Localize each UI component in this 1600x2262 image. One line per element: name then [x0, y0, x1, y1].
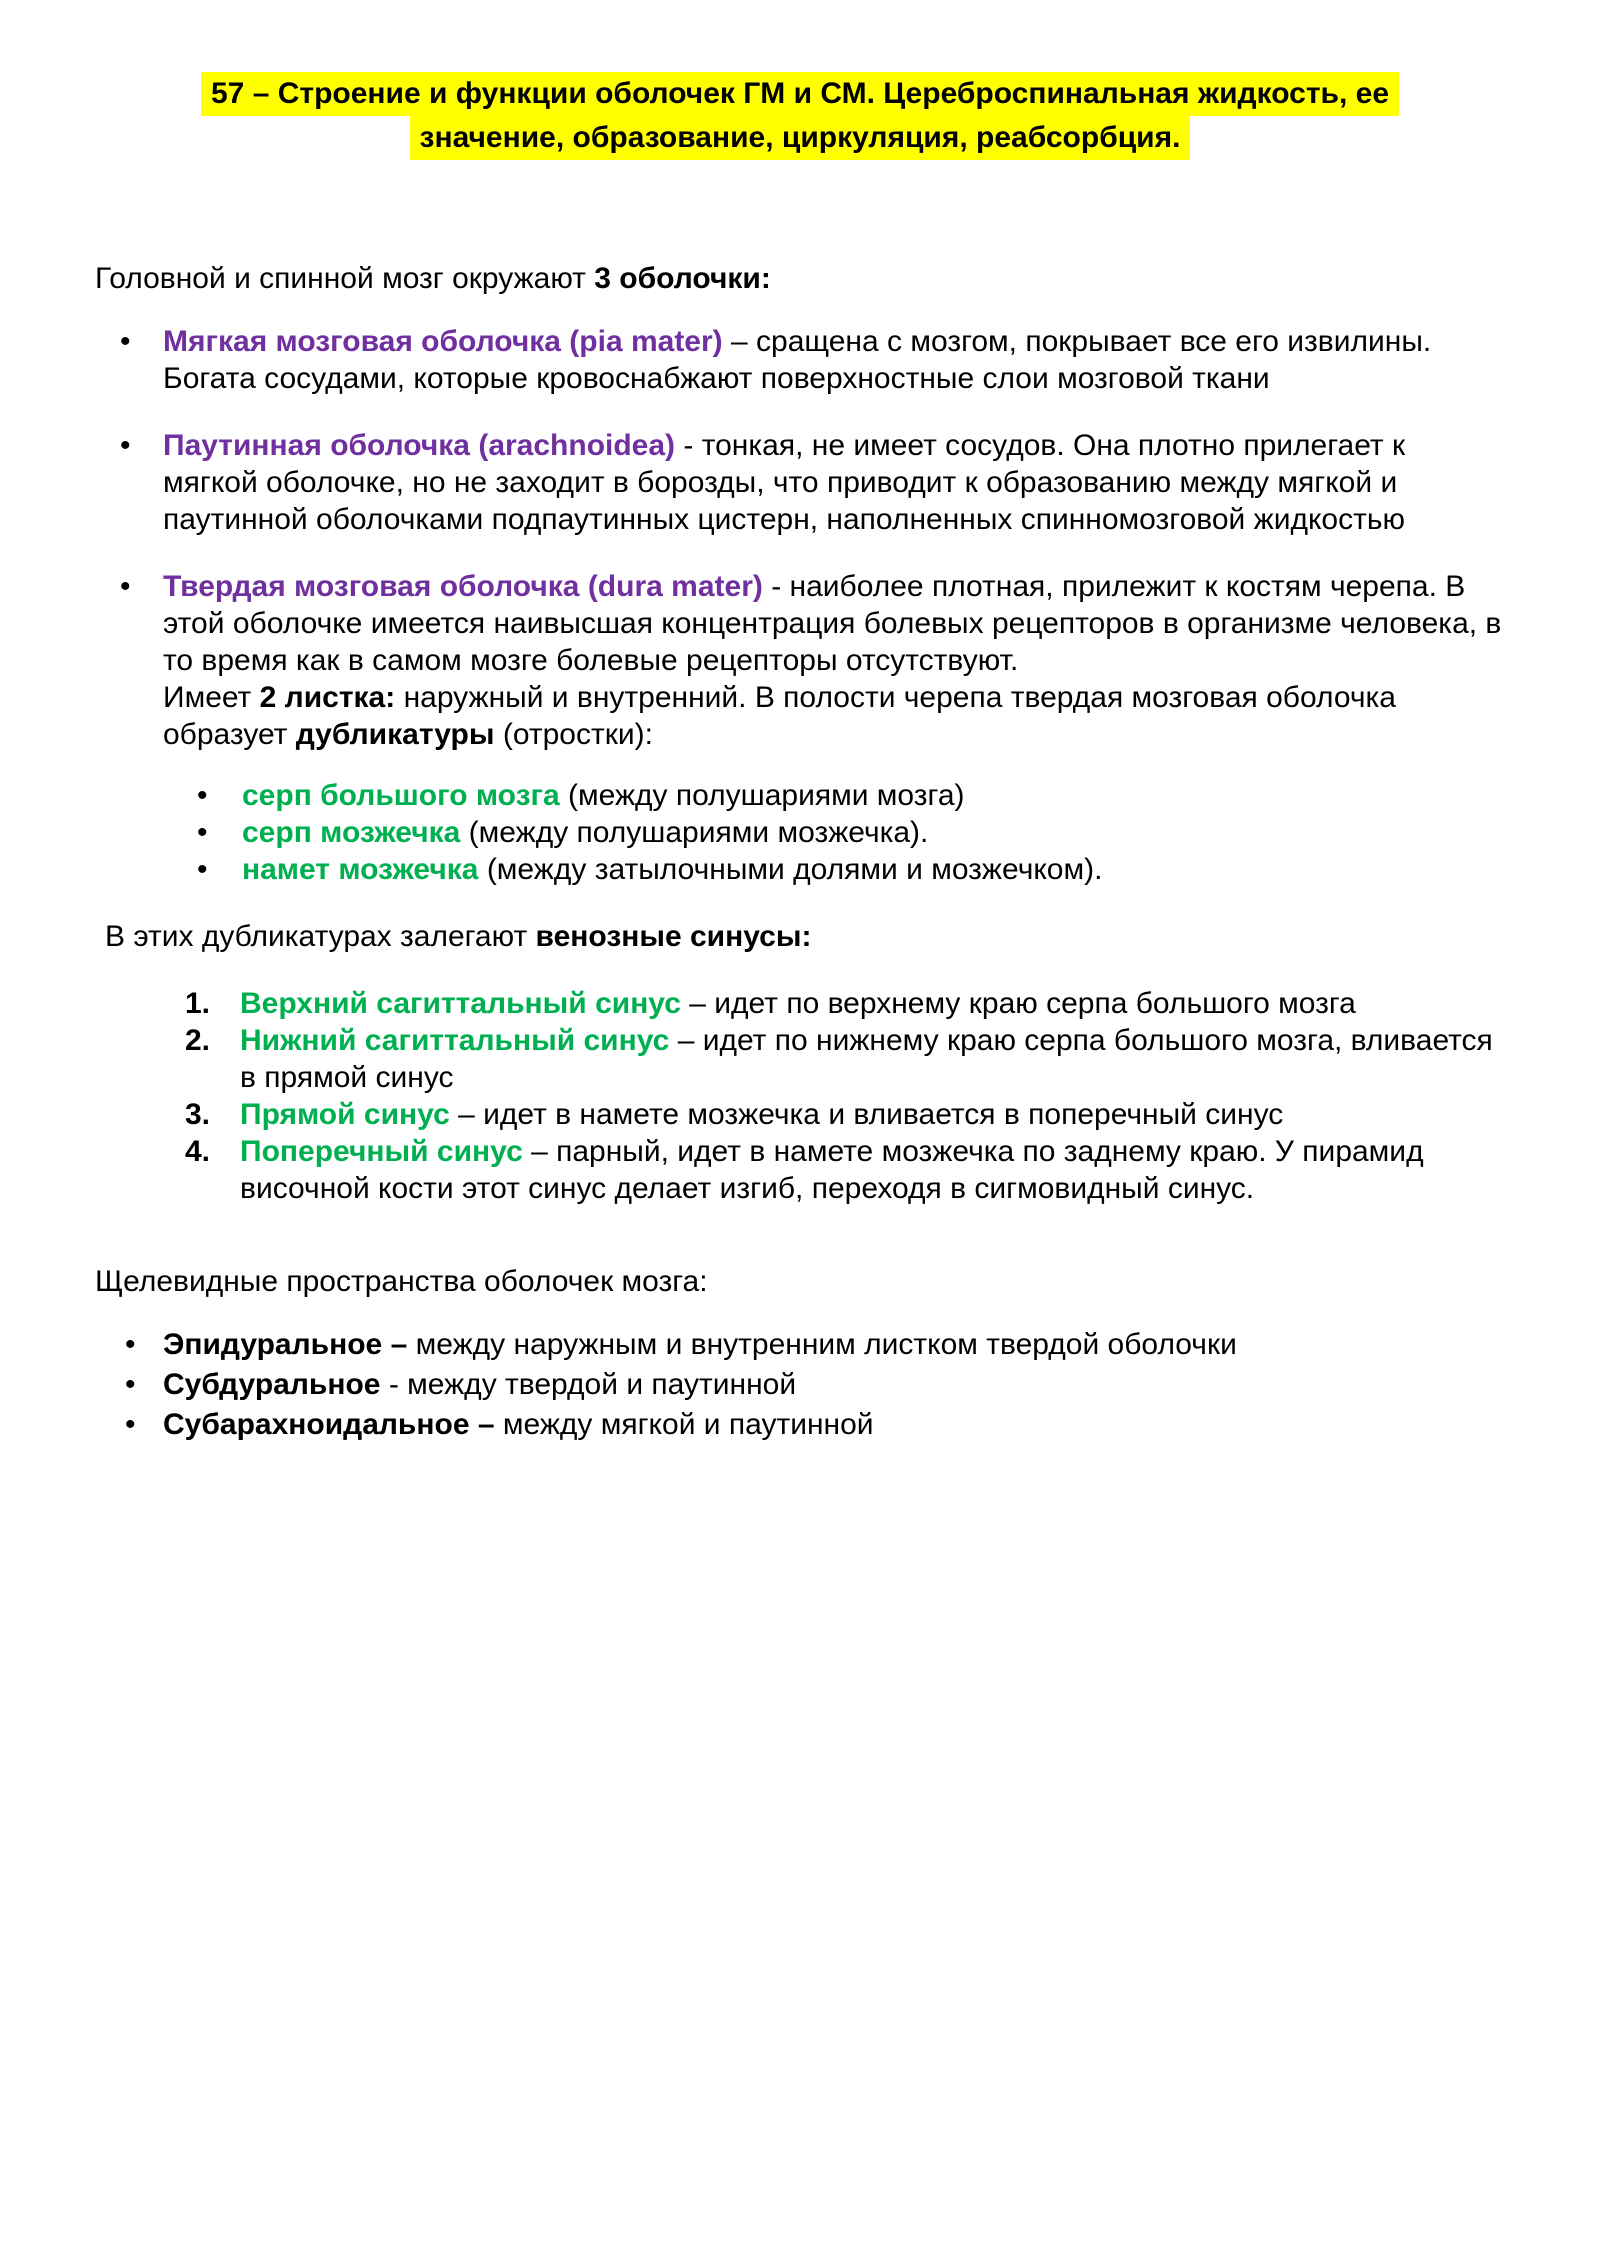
- sinus-description: – парный, идет в намете мозжечка по заднему краю. У пирамид височной кости этот синус делает изгиб, переходя в сигмовидный синус.: [240, 1135, 1424, 1205]
- space-item-subarachnoid: [95, 1406, 1505, 1444]
- spaces-heading: Щелевидные пространства оболочек мозга:: [95, 1265, 708, 1298]
- space-description: - между твердой и паутинной: [380, 1368, 797, 1401]
- membrane-name: Паутинная оболочка (arachnoidea): [163, 429, 676, 462]
- bullet-icon: •: [120, 325, 131, 358]
- duplicature-description: (между полушариями мозга): [559, 779, 965, 812]
- page-title-line2: значение, образование, циркуляция, реабсорбция.: [410, 116, 1191, 160]
- space-description: между мягкой и паутинной: [494, 1408, 874, 1441]
- space-name: Субдуральное: [163, 1368, 381, 1401]
- bullet-icon: •: [197, 816, 208, 849]
- sinus-number: 3.: [185, 1098, 211, 1131]
- dura-layers-text: (отростки):: [494, 718, 653, 751]
- duplicature-name: серп мозжечка: [242, 816, 461, 849]
- space-name: Эпидуральное –: [163, 1328, 408, 1361]
- dura-layers-bold: 2 листка:: [259, 681, 396, 714]
- duplicature-item: [163, 777, 1505, 814]
- space-description: между наружным и внутренним листком твердой оболочки: [407, 1328, 1237, 1361]
- space-name: Субарахноидальное –: [163, 1408, 495, 1441]
- dura-layers-text: Имеет: [163, 681, 260, 714]
- dura-layers-line: [163, 679, 1505, 753]
- space-item-subdural: [95, 1366, 1505, 1404]
- bullet-icon: •: [125, 1408, 136, 1441]
- sinus-item: [95, 985, 1505, 1022]
- sinus-name: Прямой синус: [240, 1098, 450, 1131]
- bullet-icon: •: [125, 1328, 136, 1361]
- sinus-name: Нижний сагиттальный синус: [240, 1024, 670, 1057]
- intro-paragraph: [95, 260, 1505, 297]
- sinus-number: 1.: [185, 987, 211, 1020]
- membrane-description: - тонкая, не имеет сосудов. Она плотно прилегает к мягкой оболочке, но не заходит в борозды, что приводит к образованию между мягкой и паутинной оболочками подпаутинных цистерн, наполненных спинномозговой жидкостью: [163, 429, 1406, 536]
- sinus-item: [95, 1096, 1505, 1133]
- sinus-item: [95, 1133, 1505, 1207]
- sinus-item: [95, 1022, 1505, 1096]
- page-title-line1: 57 – Строение и функции оболочек ГМ и СМ. Цереброспинальная жидкость, ее: [201, 72, 1399, 116]
- duplicature-description: (между затылочными долями и мозжечком).: [478, 853, 1103, 886]
- duplicature-name: намет мозжечка: [242, 853, 479, 886]
- sinus-name: Поперечный синус: [240, 1135, 523, 1168]
- membrane-name: Мягкая мозговая оболочка (pia mater): [163, 325, 723, 358]
- sinuses-intro-text: В этих дубликатурах залегают: [105, 920, 536, 953]
- intro-text: Головной и спинной мозг окружают: [95, 262, 595, 295]
- intro-bold: 3 оболочки:: [594, 262, 771, 295]
- sinus-number: 4.: [185, 1135, 211, 1168]
- bullet-icon: •: [120, 429, 131, 462]
- duplicature-name: серп большого мозга: [242, 779, 560, 812]
- sinus-name: Верхний сагиттальный синус: [240, 987, 681, 1020]
- bullet-icon: •: [120, 570, 131, 603]
- membrane-item-dura: [95, 568, 1505, 888]
- membrane-item-arachnoidea: [95, 427, 1505, 538]
- membrane-item-pia: [95, 323, 1505, 397]
- sinus-number: 2.: [185, 1024, 211, 1057]
- bullet-icon: •: [125, 1368, 136, 1401]
- sinuses-intro-bold: венозные синусы:: [535, 920, 812, 953]
- membranes-list: [95, 323, 1505, 888]
- duplicatures-list: [163, 777, 1505, 888]
- sinus-description: – идет по нижнему краю серпа большого мозга, вливается в прямой синус: [240, 1024, 1493, 1094]
- sinus-description: – идет по верхнему краю серпа большого мозга: [680, 987, 1356, 1020]
- sinuses-intro: [95, 918, 1505, 955]
- duplicature-item: [163, 814, 1505, 851]
- spaces-list: [95, 1326, 1505, 1444]
- page-title: [95, 72, 1505, 160]
- space-item-epidural: [95, 1326, 1505, 1364]
- membrane-description: – сращена с мозгом, покрывает все его извилины. Богата сосудами, которые кровоснабжают поверхностные слои мозговой ткани: [163, 325, 1432, 395]
- dura-layers-text: наружный и внутренний. В полости черепа твердая мозговая оболочка образует: [163, 681, 1396, 751]
- bullet-icon: •: [197, 853, 208, 886]
- dura-layers-bold: дубликатуры: [295, 718, 495, 751]
- duplicature-description: (между полушариями мозжечка).: [460, 816, 929, 849]
- bullet-icon: •: [197, 779, 208, 812]
- membrane-description: - наиболее плотная, прилежит к костям черепа. В этой оболочке имеется наивысшая концентрация болевых рецепторов в организме человека, в то время как в самом мозге болевые рецепторы отсутствуют.: [163, 570, 1502, 677]
- membrane-name: Твердая мозговая оболочка (dura mater): [163, 570, 763, 603]
- duplicature-item: [163, 851, 1505, 888]
- sinus-description: – идет в намете мозжечка и вливается в поперечный синус: [449, 1098, 1284, 1131]
- sinuses-list: [95, 985, 1505, 1207]
